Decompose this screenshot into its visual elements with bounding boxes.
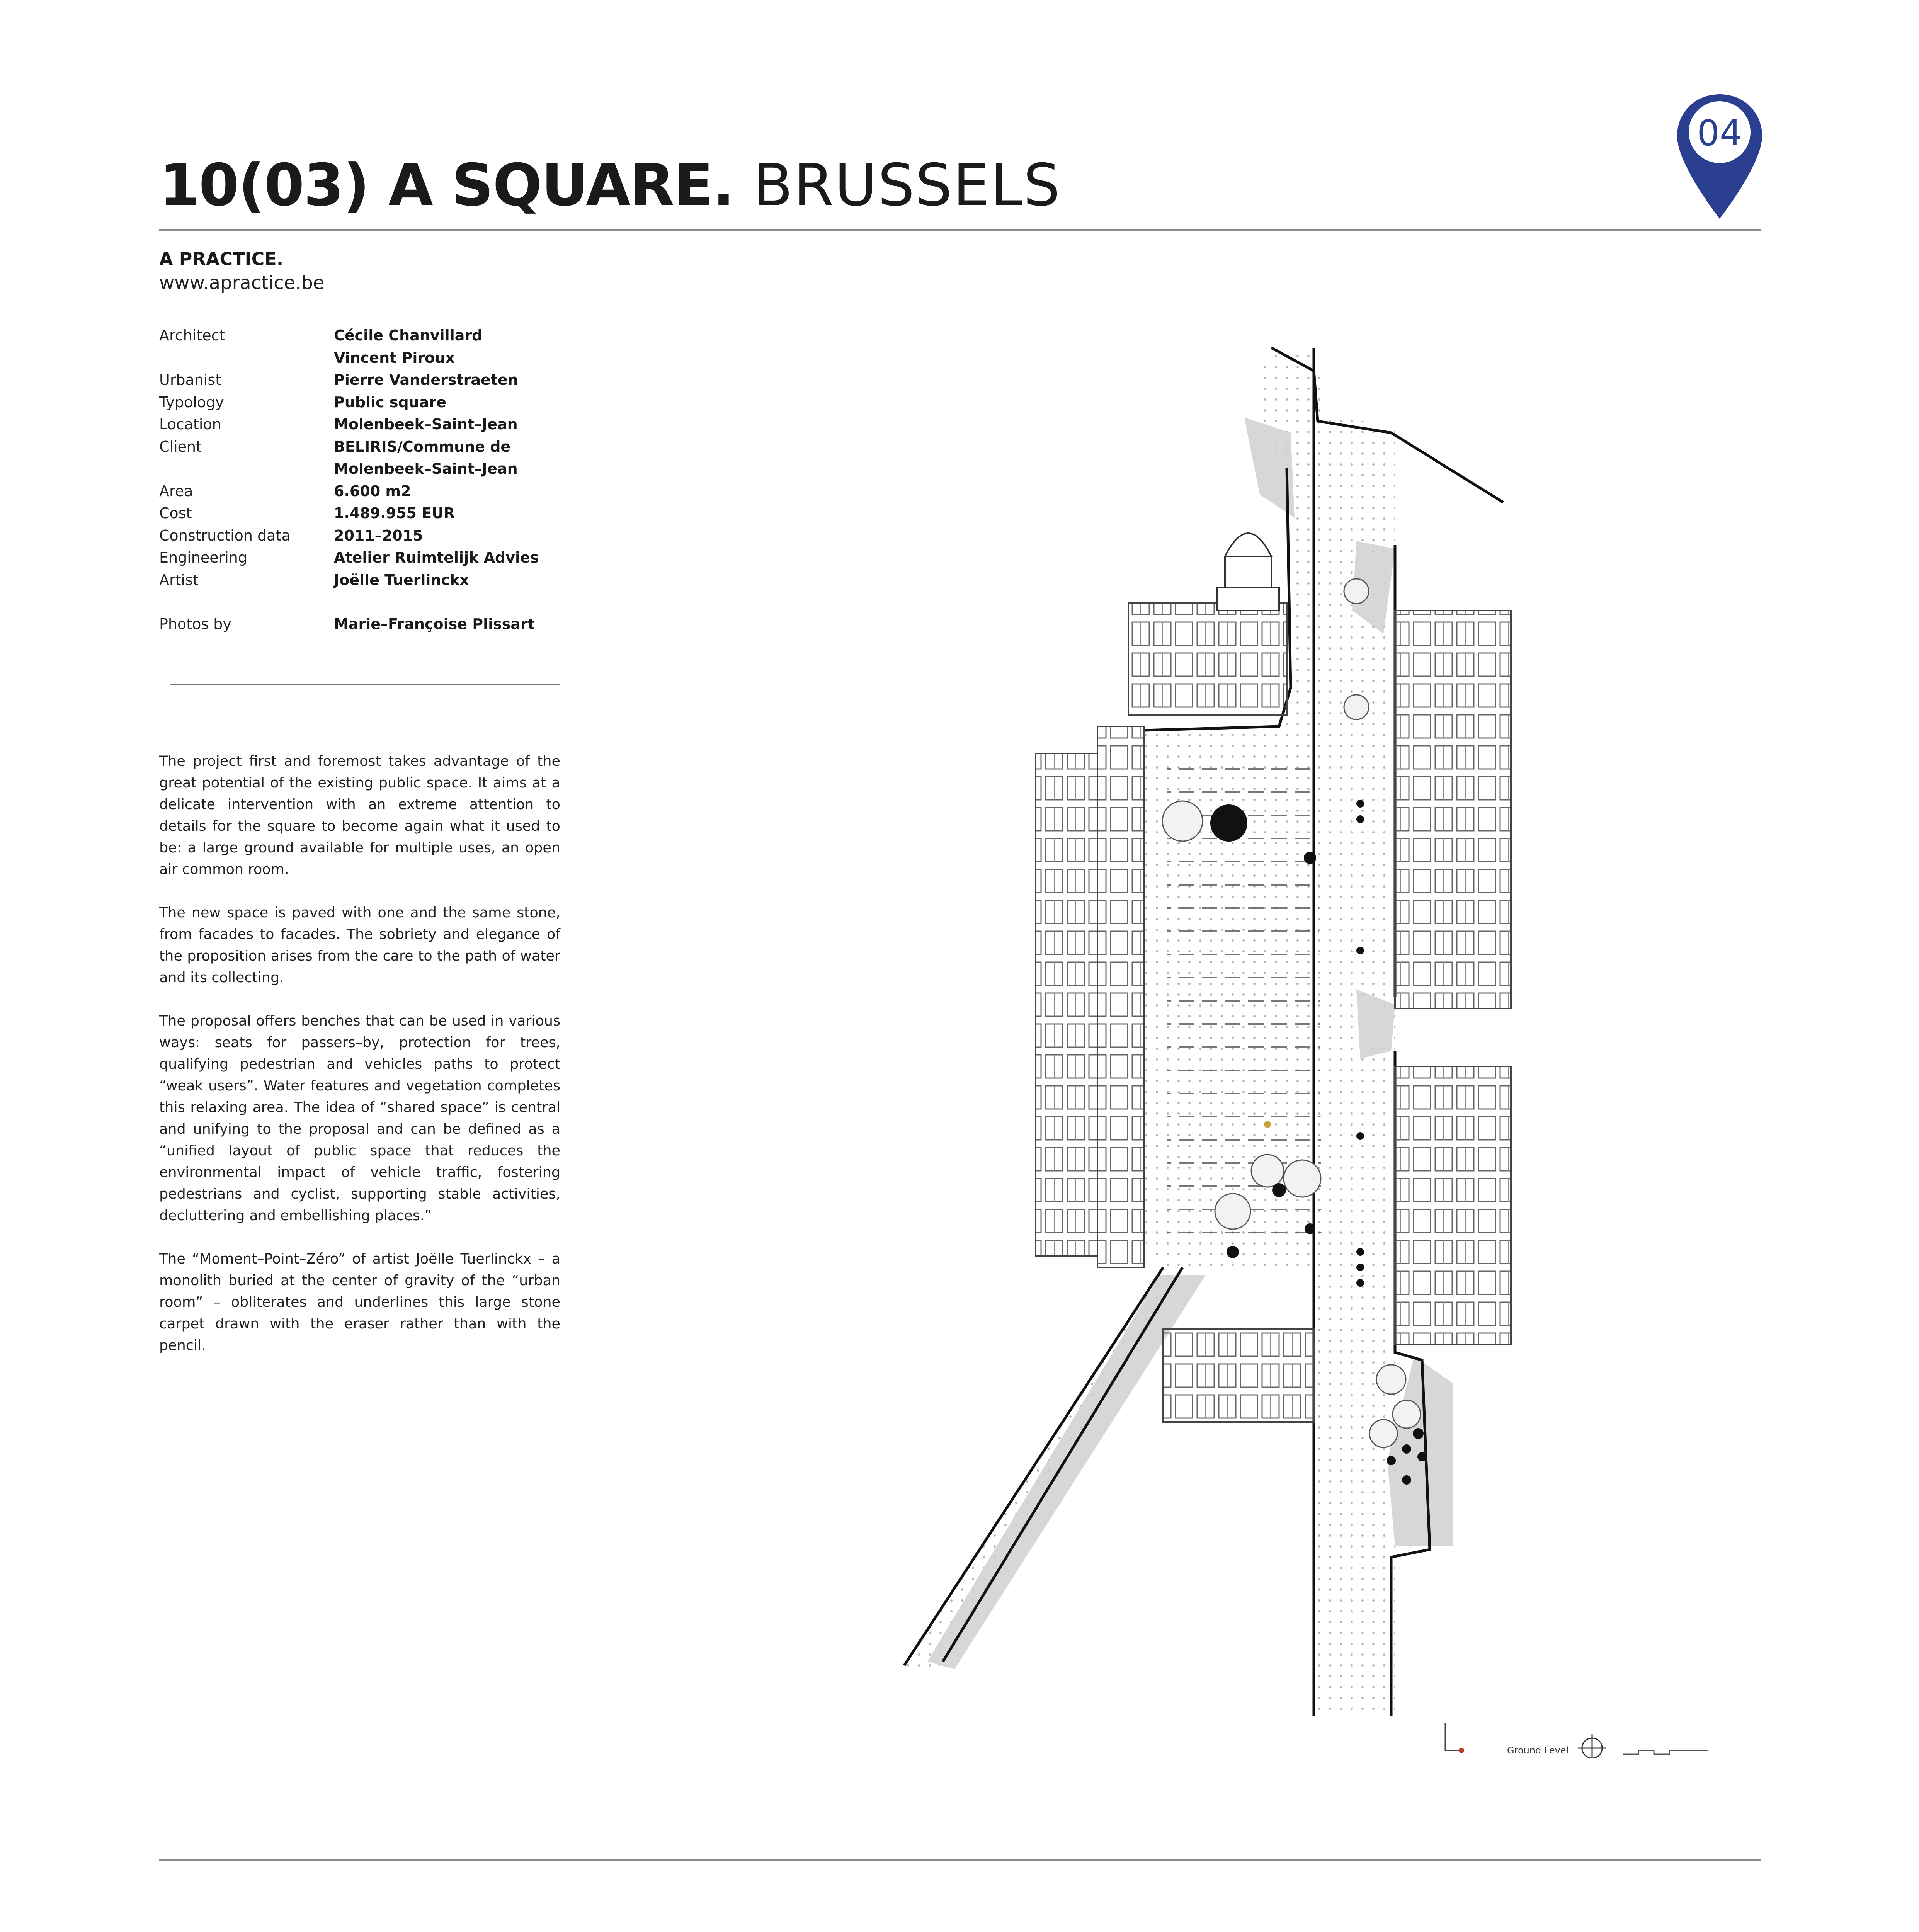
legend-label: Ground Level	[1507, 1745, 1569, 1756]
info-row-engineering: Engineering Atelier Ruimtelijk Advies	[159, 549, 539, 566]
description-paragraph: The new space is paved with one and the same stone, from facades to facades. The sobriety and elegance of the proposition arises from the care to the path of water and its collecting.	[159, 904, 560, 986]
page-title	[159, 147, 1550, 224]
project-description	[159, 750, 560, 1378]
info-row-construction: Construction data 2011–2015	[159, 527, 423, 544]
info-row-location: Location Molenbeek–Saint–Jean	[159, 416, 518, 433]
level-marker-icon	[1445, 1723, 1461, 1750]
info-row-architect: Architect Cécile Chanvillard	[159, 327, 483, 344]
title-main: 10(03) A SQUARE.	[159, 152, 734, 219]
level-dot-icon	[1459, 1748, 1464, 1753]
description-paragraph: The proposal offers benches that can be used in various ways: seats for passers–by, protection for trees, qualifying pedestrian and vehicles paths to protect “weak users”. Water features and vegetation completes this relaxing area. The idea of “shared space” is central and unifying to the proposal and can be defined as a “unified layout of public space that reduces the environmental impact of vehicle traffic, fostering pedestrians and cyclist, supporting stable activities, decluttering and embellishing places.”	[159, 1012, 560, 1224]
street-surface	[904, 348, 1395, 1716]
practice-name: A PRACTICE.	[159, 248, 284, 269]
info-row-client: Client BELIRIS/Commune de	[159, 438, 511, 455]
section-divider	[159, 1859, 1761, 1861]
info-row-area: Area 6.600 m2	[159, 482, 411, 500]
info-row-cost: Cost 1.489.955 EUR	[159, 505, 455, 522]
project-info-table	[159, 325, 565, 636]
pin-number: 04	[1697, 112, 1742, 154]
north-arrow-icon	[1578, 1734, 1606, 1758]
title-city: BRUSSELS	[733, 152, 1061, 219]
site-plan-drawing	[827, 340, 1762, 1793]
header-divider	[159, 229, 1761, 231]
info-row-typology: Typology Public square	[159, 393, 446, 411]
info-spacer	[159, 591, 565, 613]
description-paragraph: The project first and foremost takes advantage of the great potential of the existing public space. It aims at a delicate intervention with an extreme attention to details for the square to become again what it used to be: a large ground available for multiple uses, an open air common room.	[159, 753, 560, 878]
scale-bar-icon	[1623, 1750, 1708, 1754]
plan-legend	[1438, 1723, 1739, 1758]
artwork-marker	[1264, 1121, 1271, 1128]
description-paragraph: The “Moment–Point–Zéro” of artist Joëlle Tuerlinckx – a monolith buried at the center of gravity of the “urban room” – obliterates and underlines this large stone carpet drawn with the eraser rather than with the pencil.	[159, 1250, 560, 1354]
info-row-client-2: Molenbeek–Saint–Jean	[334, 460, 518, 477]
info-divider	[170, 684, 560, 685]
practice-link[interactable]: www.apractice.be	[159, 272, 325, 294]
info-row-photos: Photos by Marie–Françoise Plissart	[159, 616, 535, 633]
info-row-architect-2: Vincent Piroux	[334, 349, 455, 366]
location-pin-icon	[1673, 91, 1766, 223]
info-row-urbanist: Urbanist Pierre Vanderstraeten	[159, 371, 518, 388]
info-row-artist: Artist Joëlle Tuerlinckx	[159, 571, 469, 588]
domed-building	[1217, 533, 1279, 611]
